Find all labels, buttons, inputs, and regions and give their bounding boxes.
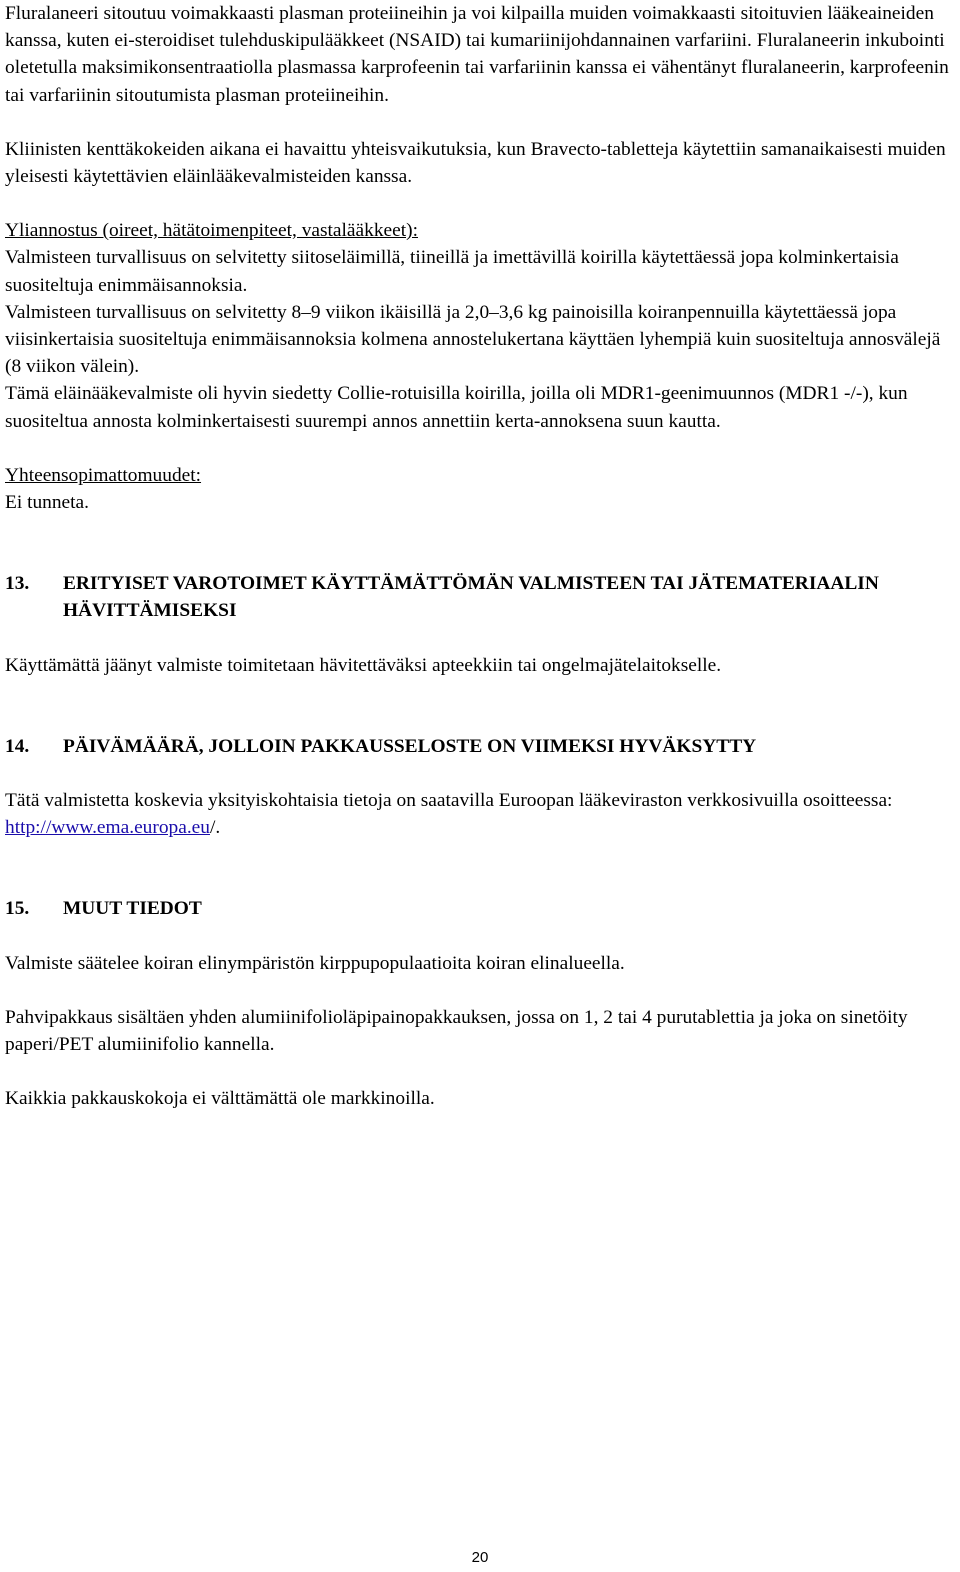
spacer [5, 435, 953, 462]
spacer [5, 109, 953, 136]
spacer [5, 923, 953, 950]
spacer [5, 190, 953, 217]
section-14-heading [5, 733, 953, 760]
document-page [5, 0, 953, 1112]
section-15-title: MUUT TIEDOT [63, 898, 202, 920]
spacer [5, 625, 953, 652]
page-number: 20 [471, 1549, 489, 1566]
section-15-number: 15. [5, 898, 30, 920]
section-14-number: 14. [5, 735, 30, 757]
incompatibilities-text: Ei tunneta. [5, 492, 90, 514]
ema-website-link[interactable]: http://www.ema.europa.eu [5, 817, 210, 839]
section-15-body-2: Pahvipakkaus sisältäen yhden alumiinifolioläpipainopakkauksen, jossa on 1, 2 tai 4 purutablettia ja joka on sinetöity paperi/PET alumiinifolio kannella. [5, 1006, 908, 1056]
overdose-paragraph-2: Valmisteen turvallisuus on selvitetty 8–9 viikon ikäisillä ja 2,0–3,6 kg painoisilla koiranpennuilla käytettäessä jopa viisinkertaisia suositeltuja enimmäisannoksia kolmena annostelukertana käyttäen lyhempiä kuin suositeltuja annosvälejä (8 viikon välein). [5, 301, 941, 378]
section-13-title: ERITYISET VAROTOIMET KÄYTTÄMÄTTÖMÄN VALMISTEEN TAI JÄTEMATERIAALIN HÄVITTÄMISEKSI [63, 573, 879, 622]
section-13-number: 13. [5, 573, 30, 595]
spacer [5, 679, 953, 733]
spacer [5, 1058, 953, 1085]
overdose-paragraph-3: Tämä eläinääkevalmiste oli hyvin siedetty Collie-rotuisilla koirilla, joilla oli MDR1-geenimuunnos (MDR1 -/-), kun suositeltua annosta kolminkertaisesti suurempi annos annettiin kerta-annoksena suun kautta. [5, 383, 908, 432]
section-14-title: PÄIVÄMÄÄRÄ, JOLLOIN PAKKAUSSELOSTE ON VIIMEKSI HYVÄKSYTTY [63, 735, 757, 757]
spacer [5, 516, 953, 570]
incompatibilities-heading: Yhteensopimattomuudet: [5, 464, 202, 486]
section-14-body-suffix: /. [209, 817, 221, 839]
interactions-paragraph-2: Kliinisten kenttäkokeiden aikana ei havaittu yhteisvaikutuksia, kun Bravecto-tabletteja käytettiin samanaikaisesti muiden yleisesti käytettävien eläinlääkevalmisteiden kanssa. [5, 138, 946, 188]
interactions-paragraph-1: Fluralaneeri sitoutuu voimakkaasti plasman proteiineihin ja voi kilpailla muiden voimakkaasti sitoituvien lääkeaineiden kanssa, kuten ei-steroidiset tulehduskipulääkkeet (NSAID) tai kumariinijohdannainen varfariini. Fluralaneerin inkubointi oletetulla maksimikonsentraatiolla plasmassa karprofeenin tai varfariinin kanssa ei vähentänyt fluralaneerin, karprofeenin tai varfariinin sitoutumista plasman proteiineihin. [5, 3, 949, 106]
spacer [5, 977, 953, 1004]
section-15-heading [5, 895, 953, 922]
section-14-body [5, 787, 953, 841]
section-14-body-text: Tätä valmistetta koskevia yksityiskohtaisia tietoja on saatavilla Euroopan lääkeviraston verkkosivuilla osoitteessa: [5, 790, 893, 812]
spacer [5, 841, 953, 895]
spacer [5, 760, 953, 787]
overdose-heading: Yliannostus (oireet, hätätoimenpiteet, vastalääkkeet): [5, 220, 418, 242]
section-13-heading [5, 570, 953, 624]
section-15-body-3: Kaikkia pakkauskokoja ei välttämättä ole markkinoilla. [5, 1088, 435, 1110]
section-13-body: Käyttämättä jäänyt valmiste toimitetaan hävitettäväksi apteekkiin tai ongelmajätelaitokselle. [5, 654, 722, 676]
overdose-paragraph-1: Valmisteen turvallisuus on selvitetty siitoseläimillä, tiineillä ja imettävillä koirilla käytettäessä jopa kolminkertaisia suositeltuja enimmäisannoksia. [5, 247, 899, 296]
section-15-body-1: Valmiste säätelee koiran elinympäristön kirppupopulaatioita koiran elinalueella. [5, 952, 625, 974]
